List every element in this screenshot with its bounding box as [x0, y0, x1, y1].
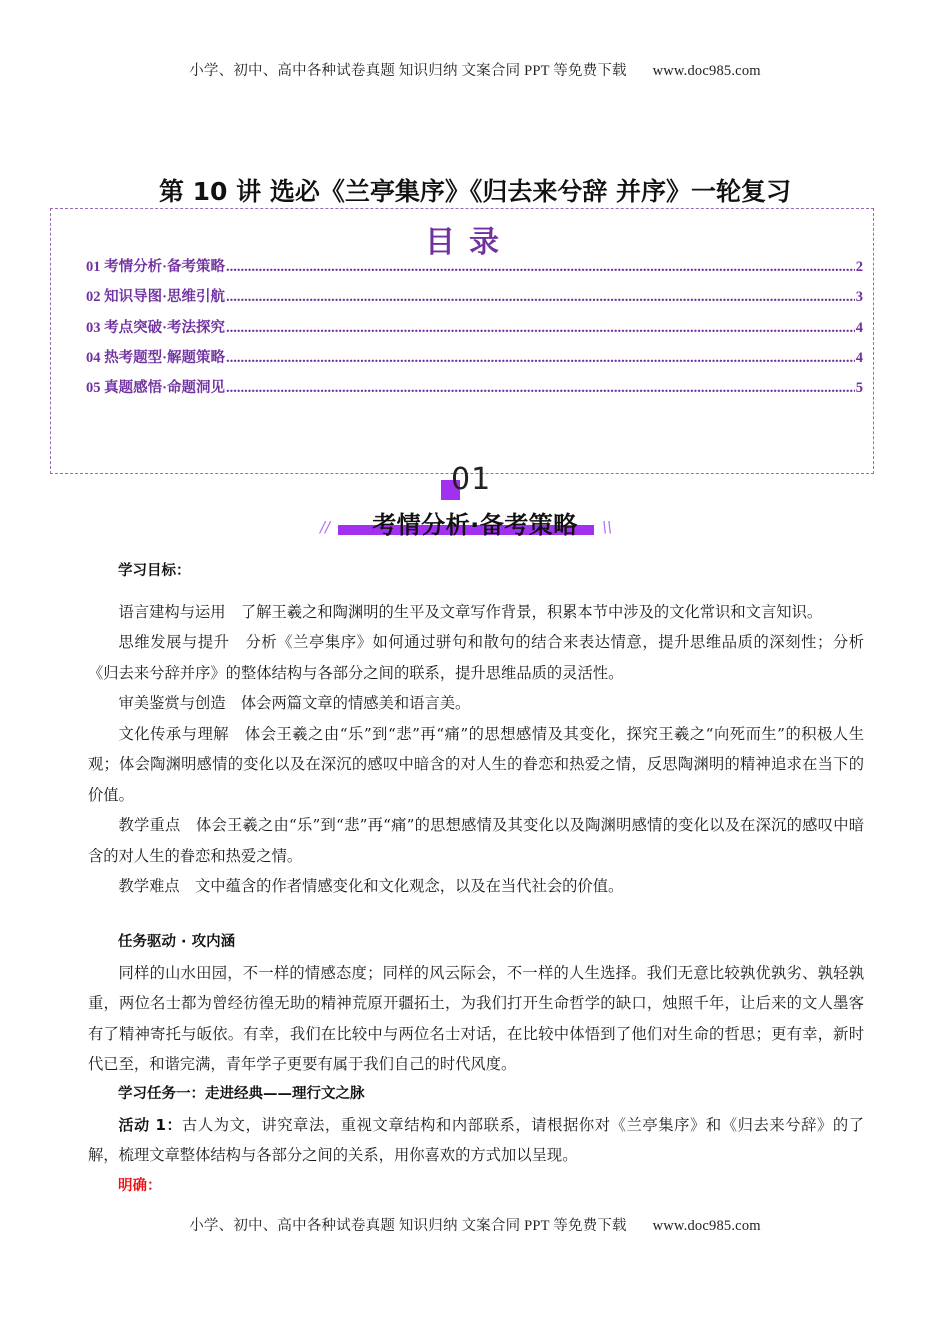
toc-item-page: 4 — [855, 349, 863, 366]
activity-text: 古人为文，讲究章法，重视文章结构和内部联系，请根据你对《兰亭集序》和《归去来兮辞》的了解，梳理文章整体结构与各部分之间的关系，用你喜欢的方式加以呈现。 — [88, 1115, 864, 1164]
clarify-label: 明确： — [118, 1177, 162, 1194]
objective-item: 语言建构与运用 了解王羲之和陶渊明的生平及文章写作背景，积累本节中涉及的文化常识和文言知识。 — [118, 602, 823, 621]
toc-leader-dots — [226, 380, 855, 397]
document-title: 第 10 讲 选必《兰亭集序》《归去来兮辞 并序》一轮复习 — [158, 177, 792, 206]
toc-item-page: 5 — [855, 380, 863, 397]
table-of-contents — [50, 208, 874, 474]
toc-leader-dots — [226, 320, 855, 337]
toc-item[interactable] — [86, 255, 863, 285]
page-header — [0, 59, 950, 80]
task-one-heading: 学习任务一：走进经典——理行文之脉 — [118, 1086, 365, 1102]
toc-item[interactable] — [86, 376, 863, 406]
activity-paragraph — [88, 1110, 864, 1171]
toc-leader-dots — [226, 289, 855, 306]
task-drive-section — [88, 927, 864, 1080]
objective-item: 思维发展与提升 分析《兰亭集序》如何通过骈句和散句的结合来表达情意，提升思维品质的深刻性；分析《归去来兮辞并序》的整体结构与各部分之间的联系，提升思维品质的灵活性。 — [88, 633, 864, 682]
section-title: 考情分析·备考策略 — [372, 511, 578, 539]
toc-item-label: 03 考点突破·考法探究 — [86, 319, 225, 336]
toc-item-label: 04 热考题型·解题策略 — [86, 349, 225, 366]
toc-item-label: 02 知识导图·思维引航 — [86, 289, 225, 306]
objectives-heading: 学习目标： — [118, 563, 191, 579]
header-text: 小学、初中、高中各种试卷真题 知识归纳 文案合同 PPT 等免费下载 — [189, 63, 627, 79]
header-site-link[interactable]: www.doc985.com — [652, 63, 761, 79]
learning-objectives — [88, 556, 864, 902]
objective-item: 审美鉴赏与创造 体会两篇文章的情感美和语言美。 — [118, 694, 471, 712]
footer-site-link[interactable]: www.doc985.com — [652, 1218, 761, 1234]
slash-decoration-right: \\ — [602, 518, 613, 536]
toc-list — [86, 255, 863, 406]
activity-label: 活动 1： — [118, 1115, 183, 1134]
toc-leader-dots — [226, 350, 855, 367]
section-badge — [0, 458, 950, 548]
toc-item[interactable] — [86, 346, 863, 376]
toc-item-page: 4 — [855, 319, 863, 336]
objective-item: 教学重点 体会王羲之由“乐”到“悲”再“痛”的思想感情及其变化以及陶渊明感情的变化以及在深沉的感叹中暗含的对人生的眷恋和热爱之情。 — [88, 816, 864, 865]
section-number: 01 — [451, 462, 492, 497]
page-footer — [0, 1214, 950, 1235]
task-one-section — [88, 1079, 864, 1201]
toc-item[interactable] — [86, 285, 863, 315]
toc-leader-dots — [226, 259, 855, 276]
toc-heading: 目录 — [425, 225, 513, 260]
objective-item: 文化传承与理解 体会王羲之由“乐”到“悲”再“痛”的思想感情及其变化，探究王羲之“向死而生”的积极人生观；体会陶渊明感情的变化以及在深沉的感叹中暗含的对人生的眷恋和热爱之情，反思陶渊明的精神追求在当下的价值。 — [88, 724, 864, 804]
toc-item-label: 05 真题感悟·命题洞见 — [86, 380, 225, 397]
task-drive-heading: 任务驱动 · 攻内涵 — [118, 934, 236, 950]
toc-item[interactable] — [86, 316, 863, 346]
toc-item-page: 3 — [855, 289, 863, 306]
task-drive-text: 同样的山水田园，不一样的情感态度；同样的风云际会，不一样的人生选择。我们无意比较孰优孰劣、孰轻孰重，两位名士都为曾经彷徨无助的精神荒原开疆拓土，为我们打开生命哲学的缺口，烛照千年，让后来的文人墨客有了精神寄托与皈依。有幸，我们在比较中与两位名士对话，在比较中体悟到了他们对生命的哲思；更有幸，新时代已至，和谐完满，青年学子更要有属于我们自己的时代风度。 — [88, 963, 864, 1073]
toc-item-page: 2 — [855, 259, 863, 275]
toc-item-label: 01 考情分析·备考策略 — [86, 259, 225, 275]
slash-decoration-left: // — [320, 518, 331, 536]
footer-text: 小学、初中、高中各种试卷真题 知识归纳 文案合同 PPT 等免费下载 — [189, 1218, 627, 1234]
objective-item: 教学难点 文中蕴含的作者情感变化和文化观念，以及在当代社会的价值。 — [118, 877, 624, 895]
